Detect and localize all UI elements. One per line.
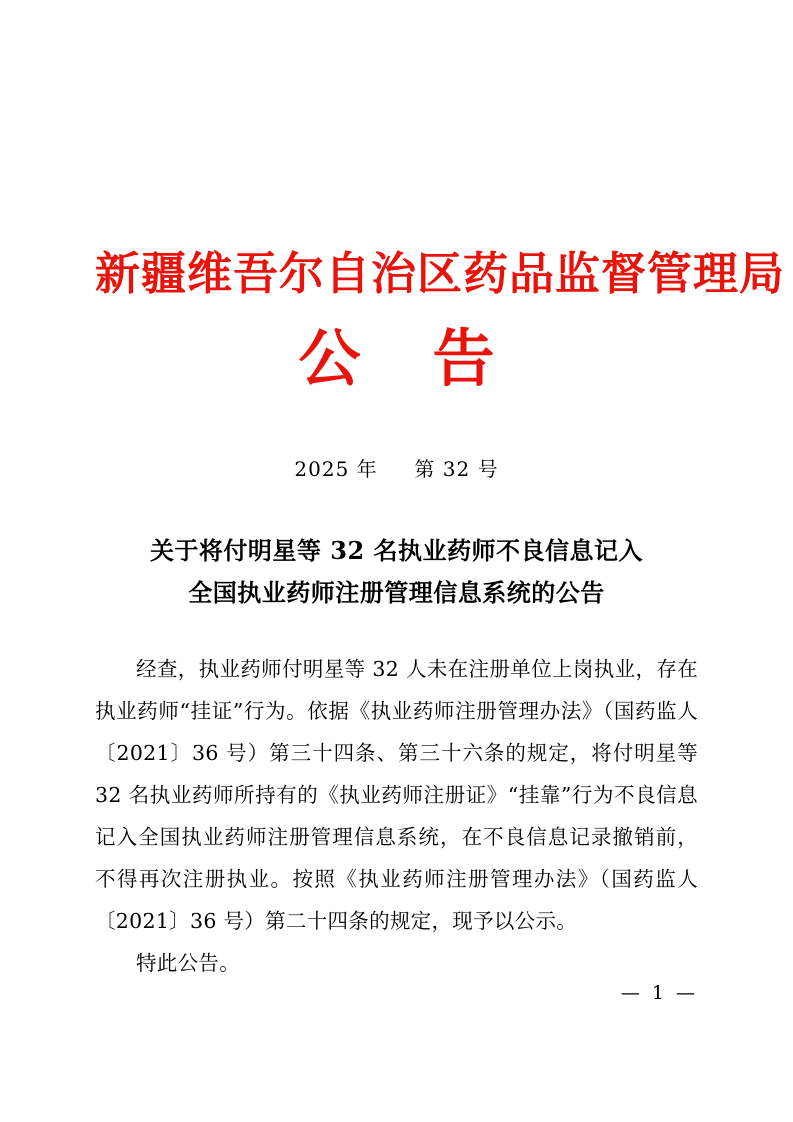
page-number: — 1 — <box>620 982 698 1004</box>
page-title-line-1: 关于将付明星等 32 名执业药师不良信息记入 <box>149 535 644 565</box>
body-paragraph-1: 经查，执业药师付明星等 32 人未在注册单位上岗执业，存在执业药师“挂证”行为。依据《执业药师注册管理办法》（国药监人〔2021〕36 号）第三十四条、第三十六条的规定，将付明星等 32 名执业药师所持有的《执业药师注册证》“挂靠”行为不良信息记入全国执业药师注册管理信息系统，在不良信息记录撤销前，不得再次注册执业。按照《执业药师注册管理办法》（国药监人〔2021〕36 号）第二十四条的规定，现予以公示。 <box>95 656 698 933</box>
issuing-authority-masthead: 新疆维吾尔自治区药品监督管理局 <box>95 247 786 300</box>
issue-year: 2025 年 <box>294 456 378 481</box>
document-type-heading: 公告 <box>298 321 567 395</box>
issue-line <box>95 453 698 482</box>
body-paragraph-2: 特此公告。 <box>136 950 240 975</box>
page-title-line-2: 全国执业药师注册管理信息系统的公告 <box>188 577 605 607</box>
issue-number: 第 32 号 <box>414 456 499 481</box>
page-title <box>95 530 698 614</box>
document-body <box>95 648 698 984</box>
